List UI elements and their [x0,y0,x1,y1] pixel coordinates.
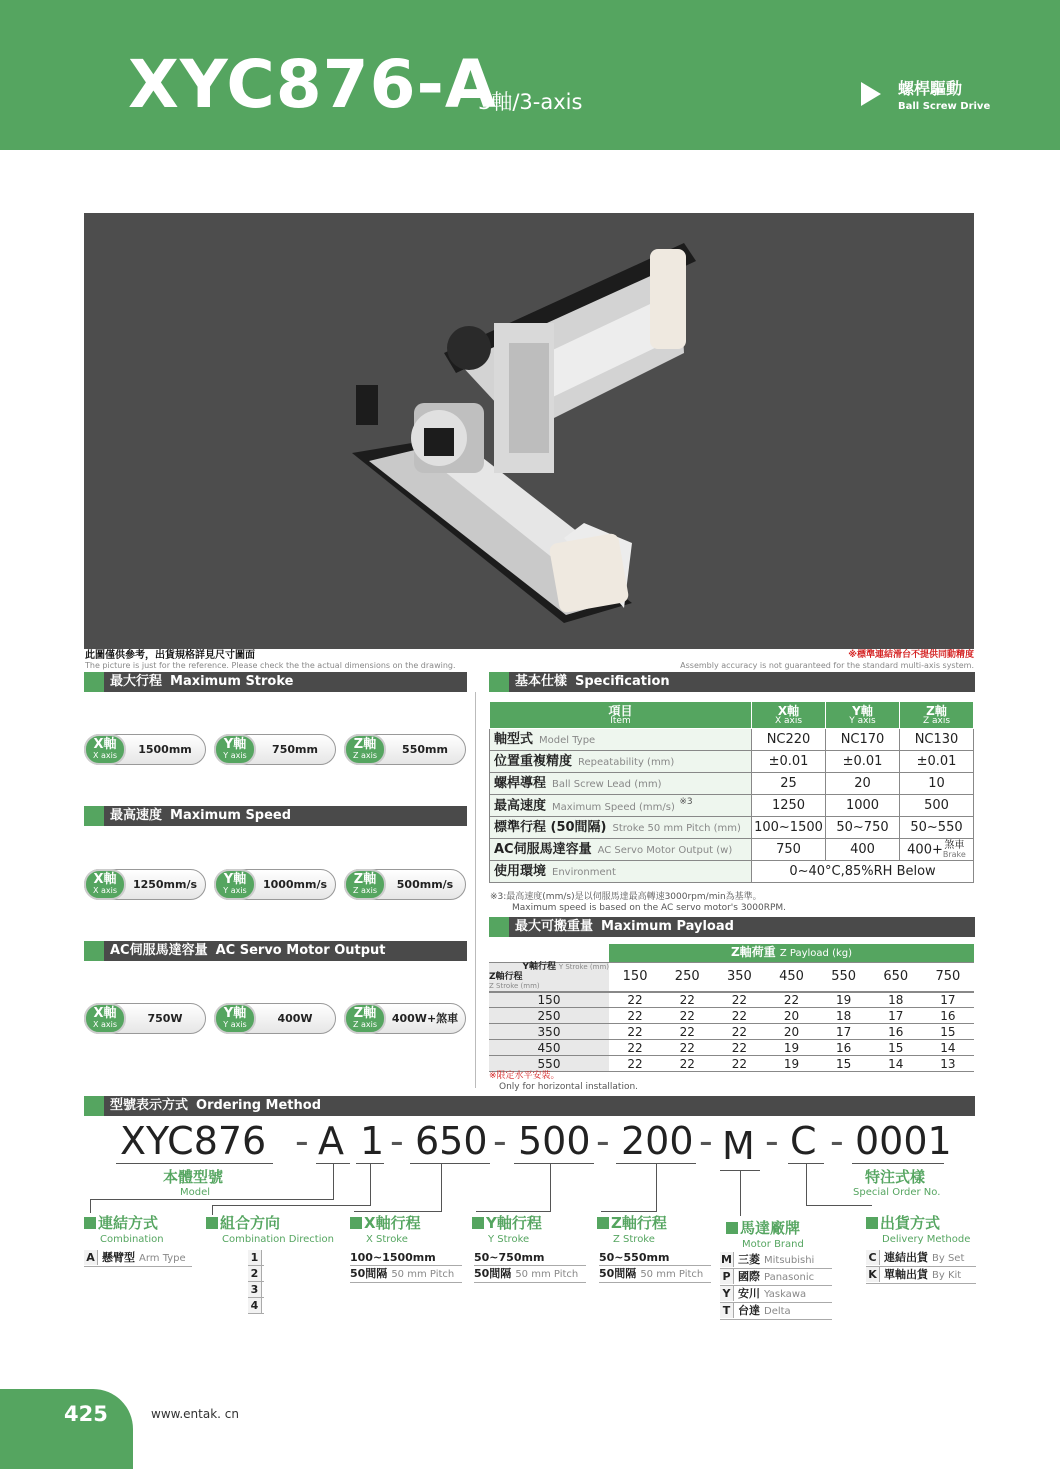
payload-table: Z軸荷重 Z Payload (kg) Y軸行程 Y Stroke (mm) Z軸行程 Z Stroke (mm) 150 250 350 450 550 650 750 150 22 22 22 22 19 18 17 250 22 22 22 20 18 17 16 350 22 22 22 20 17 16 15 450 22 22 22 19 16 15 14 550 22 22 22 19 15 14 13 [489,944,974,1072]
option-mitsubishi: M 三菱 Mitsubishi [720,1252,832,1269]
connector-line [354,1211,442,1212]
connector-line [370,1163,371,1205]
order-x-stroke: 650 [415,1119,488,1163]
payload-note-en: Only for horizontal installation. [499,1082,639,1092]
website-url[interactable]: www.entak. cn [151,1407,239,1421]
option-y-range: 50~750mm [474,1250,586,1266]
connector-line [212,1205,371,1206]
y-underline [514,1163,594,1164]
axis-count: 3軸/3-axis [478,90,583,114]
option-direction-4: 4 [248,1298,264,1314]
connector-line [476,1211,551,1212]
cat-z-stroke-en: Z Stroke [613,1234,655,1245]
special-label-cn: 特注式樣 [865,1168,926,1186]
play-arrow-icon [861,82,881,106]
product-photo [84,213,974,649]
section-motor-output: AC伺服馬達容量 AC Servo Motor Output [84,941,467,961]
spec-head-y: Y軸 Y axis [826,702,900,729]
option-y-pitch: 50間隔 50 mm Pitch [474,1266,586,1283]
section-specification: 基本仕樣 Specification [489,672,975,692]
order-dash: - [830,1119,844,1163]
spec-footnote-cn: ※3:最高速度(mm/s)是以伺服馬達最高轉速3000rpm/min為基準。 [490,892,762,902]
option-panasonic: P 國際 Panasonic [720,1269,832,1286]
connector-line [90,1199,91,1213]
z-stroke-capsule: Z軸 Z axis 550mm [344,734,466,765]
option-arm-type: A 懸臂型 Arm Type [84,1250,192,1267]
cat-delivery-en: Delivery Methode [882,1234,971,1245]
cat-delivery: 出貨方式 [866,1216,940,1231]
order-z-stroke: 200 [621,1119,694,1163]
model-title: XYC876-A [128,46,498,123]
accuracy-warning-en: Assembly accuracy is not guaranteed for the standard multi-axis system. [680,661,974,670]
payload-row-350: 350 22 22 22 20 17 16 15 [489,1024,974,1040]
page-number-tab [0,1389,133,1469]
x-motor-capsule: X軸 X axis 750W [84,1003,206,1034]
cat-direction: 組合方向 [206,1216,280,1231]
cat-direction-en: Combination Direction [222,1234,334,1245]
section-max-payload: 最大可搬重量 Maximum Payload [489,917,975,937]
special-label-en: Special Order No. [853,1187,941,1198]
option-z-range: 50~550mm [599,1250,711,1266]
y-speed-capsule: Y軸 Y axis 1000mm/s [214,869,336,900]
order-dash: - [765,1119,779,1163]
payload-head: Z軸荷重 Z Payload (kg) [609,944,974,962]
order-dash: - [493,1119,507,1163]
photo-note-en: The picture is just for the reference. Please check the the actual dimensions on the drawing. [85,661,456,670]
spec-row-speed: 最高速度 Maximum Speed (mm/s) $^{※3}$ 1250 1000 500 [490,795,974,817]
page-number: 425 [64,1402,108,1426]
connector-line [806,1205,872,1206]
section-max-speed: 最高速度 Maximum Speed [84,806,467,826]
model-label-cn: 本體型號 [163,1168,224,1186]
cat-x-stroke-en: X Stroke [366,1234,408,1245]
option-z-pitch: 50間隔 50 mm Pitch [599,1266,711,1283]
spec-footnote-en: Maximum speed is based on the AC servo motor's 3000RPM. [512,903,787,913]
payload-row-550: 550 22 22 22 19 15 14 13 [489,1056,974,1072]
option-direction-3: 3 [248,1282,264,1298]
option-x-pitch: 50間隔 50 mm Pitch [350,1266,462,1283]
payload-corner-cell: Y軸行程 Y Stroke (mm) Z軸行程 Z Stroke (mm) [489,961,609,990]
y-motor-capsule: Y軸 Y axis 400W [214,1003,336,1034]
photo-note-cn: 此圖僅供參考，出貨規格詳見尺寸圖面 [85,650,255,661]
connector-line [441,1163,442,1211]
cat-y-stroke-en: Y Stroke [488,1234,530,1245]
drive-type-en: Ball Screw Drive [898,101,991,112]
connector-line [333,1163,334,1199]
connector-line [212,1205,213,1215]
spec-row-repeatability: 位置重複精度 Repeatability (mm) ±0.01 ±0.01 ±0.01 [490,751,974,773]
section-max-stroke: 最大行程 Maximum Stroke [84,672,467,692]
spec-row-model: 軸型式 Model Type NC220 NC170 NC130 [490,729,974,751]
z-speed-capsule: Z軸 Z axis 500mm/s [344,869,466,900]
x-speed-capsule: X軸 X axis 1250mm/s [84,869,206,900]
payload-row-150: 150 22 22 22 22 19 18 17 [489,992,974,1008]
option-by-kit: K 單軸出貨 By Kit [866,1267,976,1284]
connector-line [550,1163,551,1211]
payload-row-250: 250 22 22 22 20 18 17 16 [489,1008,974,1024]
order-dash: - [295,1119,309,1163]
cat-y-stroke: Y軸行程 [472,1216,542,1231]
spec-row-lead: 螺桿導程 Ball Screw Lead (mm) 25 20 10 [490,773,974,795]
option-direction-1: 1 [248,1250,264,1266]
column-divider [475,692,476,1088]
spec-row-stroke: 標準行程 (50間隔) Stroke 50 mm Pitch (mm) 100~1500 50~750 50~550 [490,817,974,839]
option-x-range: 100~1500mm [350,1250,462,1266]
order-dash: - [596,1119,610,1163]
cat-motor-brand-en: Motor Brand [742,1239,804,1250]
cat-combination: 連結方式 [84,1216,158,1231]
x-underline [410,1163,490,1164]
connector-line [740,1170,741,1216]
order-delivery: C [790,1119,817,1163]
model-label-en: Model [180,1187,211,1198]
order-model: XYC876 [120,1119,267,1163]
cat-x-stroke: X軸行程 [350,1216,421,1231]
spec-table [489,701,974,883]
special-underline [852,1163,944,1164]
order-dash: - [699,1119,713,1163]
y-stroke-capsule: Y軸 Y axis 750mm [214,734,336,765]
payload-row-450: 450 22 22 22 19 16 15 14 [489,1040,974,1056]
order-special: 0001 [855,1119,952,1163]
connector-line [90,1199,334,1200]
cat-z-stroke: Z軸行程 [597,1216,667,1231]
option-yaskawa: Y 安川 Yaskawa [720,1286,832,1303]
order-direction: 1 [360,1119,385,1163]
order-motor: M [722,1124,755,1168]
spec-row-environment: 使用環境 Environment 0~40°C,85%RH Below [490,861,974,883]
cat-motor-brand: 馬達廠牌 [726,1221,800,1236]
connector-line [806,1163,807,1205]
x-stroke-capsule: X軸 X axis 1500mm [84,734,206,765]
spec-row-motor: AC伺服馬達容量 AC Servo Motor Output (w) 750 400 400+ 煞車 Brake [490,839,974,861]
connector-line [656,1163,657,1211]
cat-combination-en: Combination [100,1234,164,1245]
order-combination: A [318,1119,344,1163]
accuracy-warning-cn: ※標準連結滑台不提供同動精度 [848,650,974,660]
spec-head-z: Z軸 Z axis [900,702,974,729]
payload-note-cn: ※限定水平安裝。 [489,1071,560,1081]
option-by-set: C 連結出貨 By Set [866,1250,976,1267]
spec-head-item: 項目 Item [490,702,752,729]
connector-line [601,1211,657,1212]
order-dash: - [390,1119,404,1163]
option-direction-2: 2 [248,1266,264,1282]
z-motor-capsule: Z軸 Z axis 400W+煞車 [344,1003,466,1034]
model-underline [116,1163,273,1164]
section-ordering: 型號表示方式 Ordering Method [84,1096,975,1116]
drive-type-cn: 螺桿驅動 [898,79,963,98]
option-delta: T 台達 Delta [720,1303,832,1320]
order-y-stroke: 500 [518,1119,591,1163]
spec-head-x: X軸 X axis [752,702,826,729]
